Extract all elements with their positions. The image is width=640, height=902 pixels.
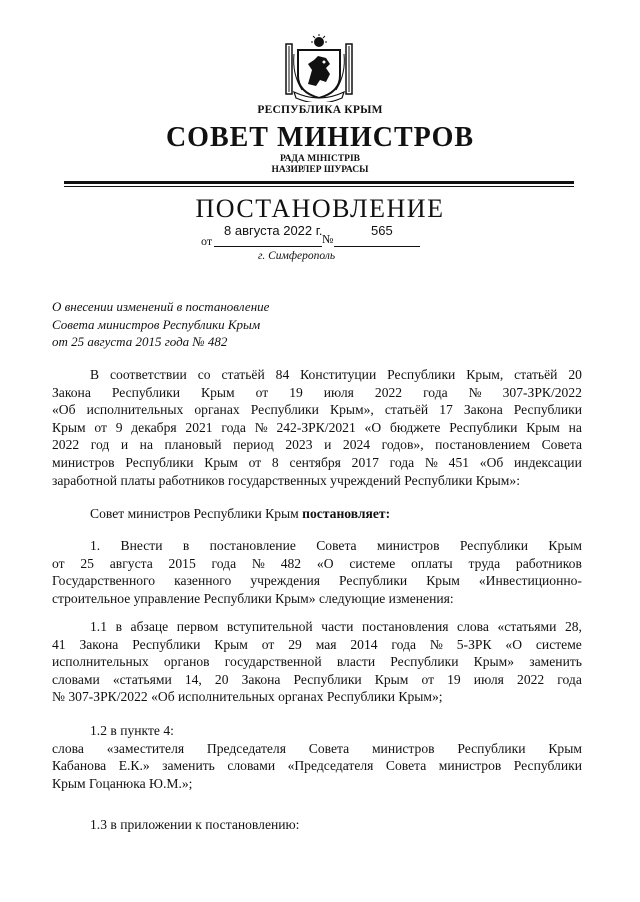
decree-title: ПОСТАНОВЛЕНИЕ bbox=[195, 194, 445, 223]
crimea-coat-of-arms-emblem bbox=[282, 34, 356, 102]
paragraph-line: 1.2 в пункте 4: bbox=[90, 723, 174, 738]
resolves-text: Совет министров Республики Крым bbox=[90, 506, 303, 521]
header-divider-thin bbox=[64, 186, 574, 187]
paragraph-line: Крым Гоцанюка Ю.М.»; bbox=[52, 775, 193, 791]
paragraph-line: № 307-ЗРК/2022 «Об исполнительных органах Республики Крым»; bbox=[52, 689, 443, 705]
number-underline bbox=[334, 246, 420, 247]
paragraph-line: 41 Закона Республики Крым от 29 мая 2014 года № 5-ЗРК «О системе bbox=[52, 636, 582, 652]
paragraph-line: слова «заместителя Председателя Совета министров Республики Крым bbox=[52, 740, 582, 756]
header-divider-thick bbox=[64, 181, 574, 184]
paragraph-line: 1.1 в абзаце первом вступительной части постановления слова «статьями 28, bbox=[90, 619, 582, 634]
paragraph-line: от 25 августа 2015 года № 482 «О системе оплаты труда работников bbox=[52, 555, 582, 571]
resolves-keyword: постановляет: bbox=[302, 506, 391, 521]
paragraph-line: исполнительных органов государственной власти Республики Крым» заменить bbox=[52, 654, 582, 670]
council-title: СОВЕТ МИНИСТРОВ bbox=[165, 122, 475, 153]
item-1-3-paragraph: 1.3 в приложении к постановлению: bbox=[90, 817, 300, 832]
paragraph-line: Кабанова Е.К.» заменить словами «Председателя Совета министров Республики bbox=[52, 758, 582, 774]
paragraph-line: 1. Внести в постановление Совета министров Республики Крым bbox=[90, 538, 582, 553]
decree-number: 565 bbox=[371, 223, 393, 238]
preamble-paragraph bbox=[52, 366, 582, 489]
subject-line: Совета министров Республики Крым bbox=[52, 316, 261, 332]
paragraph-line: Закона Республики Крым от 19 июля 2022 года № 307-ЗРК/2022 bbox=[52, 384, 582, 400]
decree-date: 8 августа 2022 г. bbox=[224, 223, 323, 238]
decree-subject bbox=[52, 298, 372, 351]
subject-line: О внесении изменений в постановление bbox=[52, 299, 270, 314]
date-prefix: от bbox=[201, 234, 213, 248]
paragraph-line: словами «статьями 14, 20 Закона Республики Крым от 19 июля 2022 года bbox=[52, 671, 582, 687]
council-subtitle-crimean-tatar: НАЗИРЛЕР ШУРАСЫ bbox=[271, 165, 369, 175]
number-prefix: № bbox=[322, 232, 334, 246]
paragraph-line: В соответствии со статьёй 84 Конституции Республики Крым, статьёй 20 bbox=[90, 367, 582, 382]
council-subtitle bbox=[0, 154, 640, 176]
council-subtitle-ukrainian: РАДА МІНІСТРІВ bbox=[279, 154, 360, 164]
item-1-2-paragraph bbox=[52, 722, 582, 792]
item-1-paragraph bbox=[52, 537, 582, 607]
paragraph-line: «Об исполнительных органах Республики Крым», статьёй 17 Закона Республики bbox=[52, 402, 582, 418]
resolves-paragraph bbox=[52, 505, 620, 523]
subject-line: от 25 августа 2015 года № 482 bbox=[52, 334, 228, 349]
paragraph-line: Крым от 9 декабря 2021 года № 242-ЗРК/2021 «О бюджете Республики Крым на bbox=[52, 419, 582, 435]
paragraph-line: заработной платы работников государственных учреждений Республики Крым»: bbox=[52, 472, 520, 488]
paragraph-line: 2022 год и на плановый период 2023 и 2024 годов», постановлением Совета bbox=[52, 437, 582, 453]
date-underline bbox=[214, 246, 322, 247]
paragraph-line: строительное управление Республики Крым» следующие изменения: bbox=[52, 590, 454, 606]
paragraph-line: Государственного казенного учреждения Республики Крым «Инвестиционно- bbox=[52, 573, 582, 589]
item-1-1-paragraph bbox=[52, 618, 582, 706]
paragraph-line: министров Республики Крым от 8 сентября 2017 года № 451 «Об индексации bbox=[52, 454, 582, 470]
decree-city: г. Симферополь bbox=[258, 250, 336, 262]
republic-name: РЕСПУБЛИКА КРЫМ bbox=[257, 104, 383, 116]
